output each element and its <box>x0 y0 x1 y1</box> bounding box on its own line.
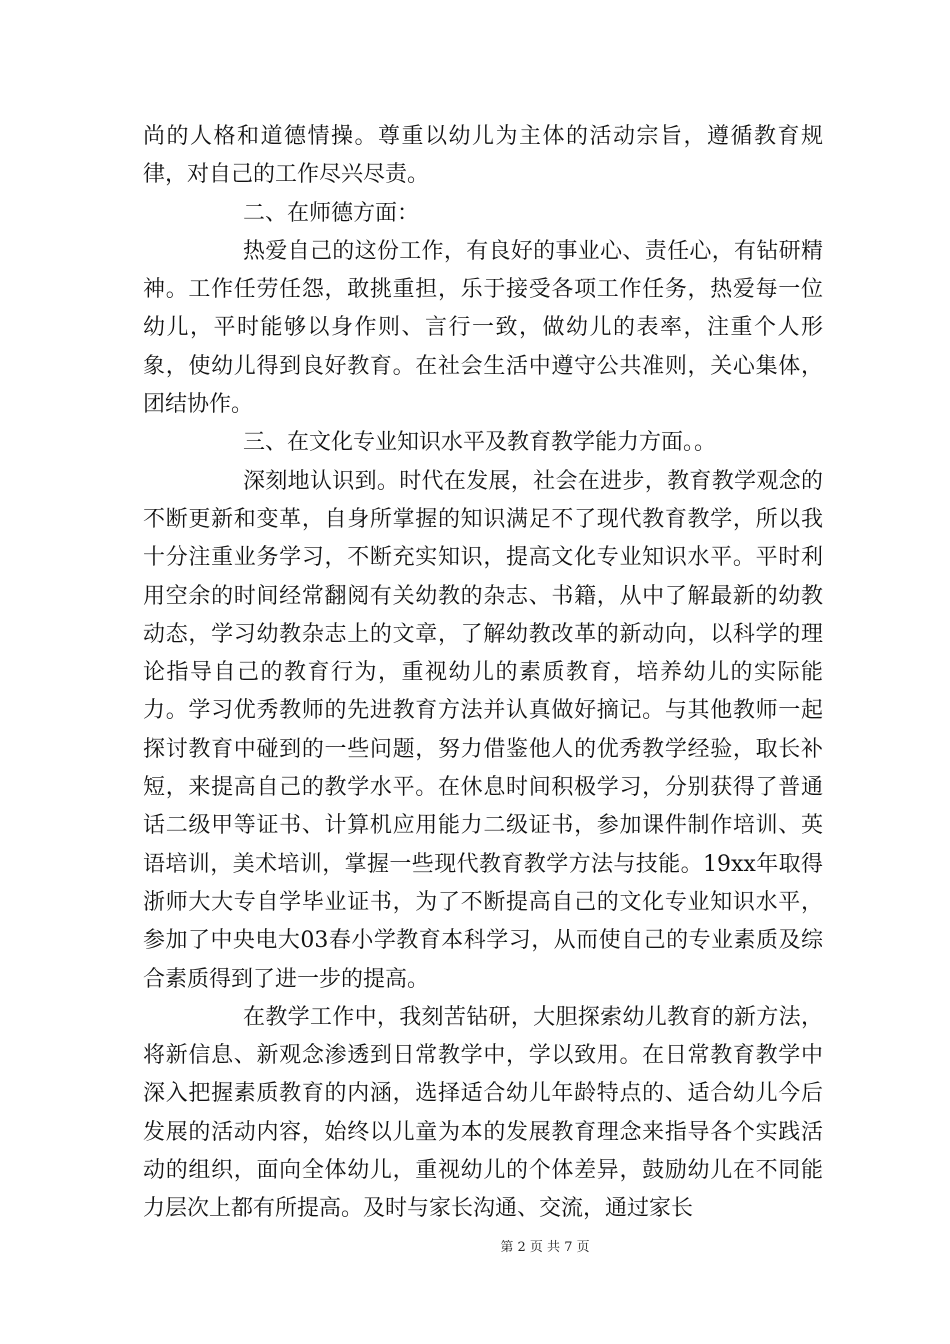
paragraph-teaching-work: 在教学工作中，我刻苦钻研，大胆探索幼儿教育的新方法，将新信息、新观念渗透到日常教学中，学以致用。在日常教育教学中深入把握素质教育的内涵，选择适合幼儿年龄特点的、适合幼儿今后发展的活动内容，始终以儿童为本的发展教育理念来指导各个实践活动的组织，面向全体幼儿，重视幼儿的个体差异，鼓励幼儿在不同能力层次上都有所提高。及时与家长沟通、交流，通过家长 <box>143 1004 823 1222</box>
page-number-footer: 第 2 页 共 7 页 <box>500 1240 590 1255</box>
paragraph-ethics-body: 热爱自己的这份工作，有良好的事业心、责任心，有钻研精神。工作任劳任怨，敢挑重担，乐于接受各项工作任务，热爱每一位幼儿，平时能够以身作则、言行一致，做幼儿的表率，注重个人形象，使幼儿得到良好教育。在社会生活中遵守公共准则，关心集体，团结协作。 <box>143 238 823 418</box>
paragraph-knowledge-body: 深刻地认识到。时代在发展，社会在进步，教育教学观念的不断更新和变革，自身所掌握的知识满足不了现代教育教学，所以我十分注重业务学习，不断充实知识，提高文化专业知识水平。平时利用空余的时间经常翻阅有关幼教的杂志、书籍，从中了解最新的幼教动态，学习幼教杂志上的文章，了解幼教改革的新动向，以科学的理论指导自己的教育行为，重视幼儿的素质教育，培养幼儿的实际能力。学习优秀教师的先进教育方法并认真做好摘记。与其他教师一起探讨教育中碰到的一些问题，努力借鉴他人的优秀教学经验，取长补短，来提高自己的教学水平。在休息时间积极学习，分别获得了普通话二级甲等证书、计算机应用能力二级证书，参加课件制作培训、英语培训，美术培训，掌握一些现代教育教学方法与技能。19xx年取得浙师大大专自学毕业证书，为了不断提高自己的文化专业知识水平，参加了中央电大03春小学教育本科学习，从而使自己的专业素质及综合素质得到了进一步的提高。 <box>143 468 823 992</box>
section-heading-professional-knowledge: 三、在文化专业知识水平及教育教学能力方面。。 <box>243 430 717 456</box>
section-heading-teacher-ethics: 二、在师德方面： <box>243 200 420 226</box>
document-page <box>143 118 823 1229</box>
paragraph-continuation: 尚的人格和道德情操。尊重以幼儿为主体的活动宗旨，遵循教育规律，对自己的工作尽兴尽责。 <box>143 124 823 188</box>
